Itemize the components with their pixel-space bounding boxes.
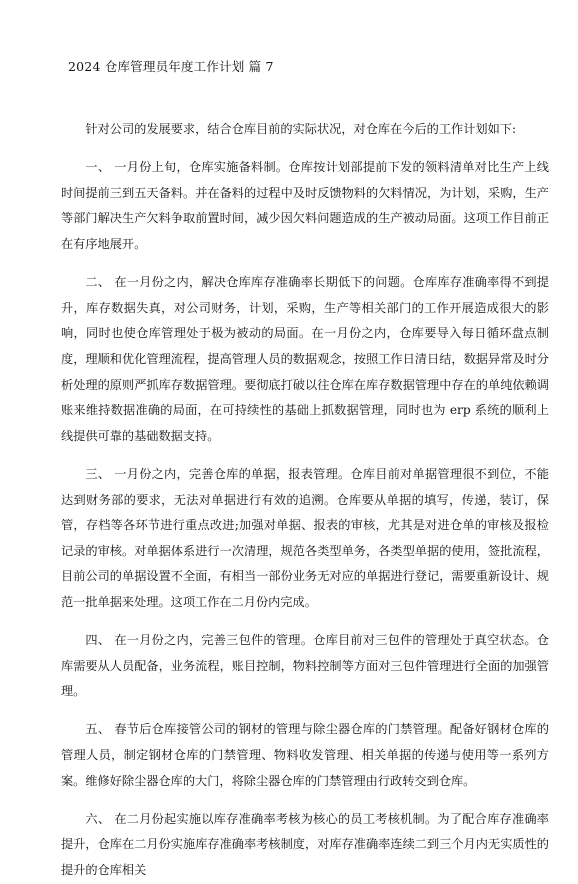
document-body [61,117,549,884]
paragraph-item-1: 一、 一月份上旬，仓库实施备料制。仓库按计划部提前下发的领料清单对比生产上线时间提前三到五天备料。并在备料的过程中及时反馈物料的欠料情况，为计划，采购，生产等部门解决生产欠料争取前置时间，减少因欠料问题造成的生产被动局面。这项工作目前正在有序地展开。 [61,160,549,251]
paragraph-item-6: 六、 在二月份起实施以库存准确率考核为核心的员工考核机制。为了配合库存准确率提升，仓库在二月份实施库存准确率考核制度，对库存准确率连续二到三个月内无实质性的提升的仓库相关 [61,811,549,877]
document-title: 2024 仓库管理员年度工作计划 篇 7 [68,59,274,74]
paragraph-item-3: 三、 一月份之内，完善仓库的单据，报表管理。仓库目前对单据管理很不到位，不能达到财务部的要求，无法对单据进行有效的追溯。仓库要从单据的填写，传递，装订，保管，存档等各环节进行重点改进;加强对单据、报表的审核，尤其是对进仓单的审核及报检记录的审核。对单据体系进行一次清理，规范各类型单务，各类型单据的使用，签批流程，目前公司的单据设置不全面，有相当一部份业务无对应的单据进行登记，需要重新设计、规范一批单据来处理。这项工作在二月份内完成。 [61,466,549,609]
paragraph-item-4: 四、 在一月份之内，完善三包件的管理。仓库目前对三包件的管理处于真空状态。仓库需要从人员配备，业务流程，账目控制，物料控制等方面对三包件管理进行全面的加强管理。 [61,633,549,699]
paragraph-item-5: 五、 春节后仓库接管公司的钢材的管理与除尘器仓库的门禁管理。配备好钢材仓库的管理人员，制定钢材仓库的门禁管理、物料收发管理、相关单据的传递与使用等一系列方案。维修好除尘器仓库的大门，将除尘器仓库的门禁管理由行政转交到仓库。 [61,722,549,788]
paragraph-intro: 针对公司的发展要求，结合仓库目前的实际状况，对仓库在今后的工作计划如下: [85,122,517,136]
paragraph-item-2: 二、 在一月份之内，解决仓库库存准确率长期低下的问题。仓库库存准确率得不到提升，库存数据失真，对公司财务，计划，采购，生产等相关部门的工作开展造成很大的影响，同时也使仓库管理处于极为被动的局面。在一月份之内，仓库要导入每日循环盘点制度，理顺和优化管理流程，提高管理人员的数据观念，按照工作日清日结，数据异常及时分析处理的原则严抓库存数据管理。要彻底打破以往仓库在库存数据管理中存在的单纯依赖调账来维持数据准确的局面，在可持续性的基础上抓数据管理，同时也为 erp 系统的顺利上线提供可靠的基础数据支持。 [61,275,549,443]
